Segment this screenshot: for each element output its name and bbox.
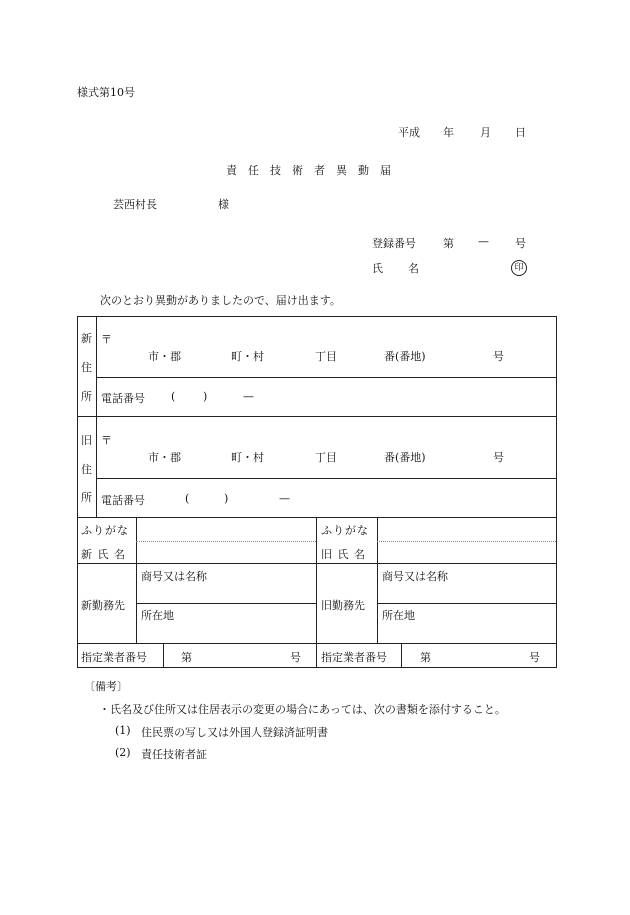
registration-label: 登録番号 xyxy=(372,237,416,250)
new-town-label: 町・村 xyxy=(231,350,264,363)
new-designated-dai: 第 xyxy=(181,651,192,664)
notes-header: 〔備考〕 xyxy=(84,680,128,693)
old-designated-label: 指定業者番号 xyxy=(321,651,387,664)
new-go-label: 号 xyxy=(493,350,504,363)
new-phone-open: ( xyxy=(171,390,176,403)
new-designated-label: 指定業者番号 xyxy=(81,651,147,664)
new-designated-go: 号 xyxy=(290,651,301,664)
old-address-label-2: 住 xyxy=(81,463,92,476)
old-banchi-label: 番(番地) xyxy=(384,451,426,464)
old-furigana-label: ふりがな xyxy=(321,524,369,537)
old-town-label: 町・村 xyxy=(231,451,264,464)
notes-bullet: ・氏名及び住所又は住居表示の変更の場合にあっては、次の書類を添付すること。 xyxy=(99,703,506,716)
name-label-1: 氏 xyxy=(372,262,383,275)
old-go-label: 号 xyxy=(493,451,504,464)
notes-item-1-num: (1) xyxy=(115,724,131,737)
old-designated-go: 号 xyxy=(529,651,540,664)
notes-item-2-text: 責任技術者証 xyxy=(141,748,207,761)
old-trade-name-label: 商号又は名称 xyxy=(382,570,448,583)
old-address-label-1: 旧 xyxy=(81,434,92,447)
new-postal-mark: 〒 xyxy=(101,333,112,346)
old-name-label: 旧 氏 名 xyxy=(321,548,366,561)
old-designated-dai: 第 xyxy=(420,651,431,664)
document-title: 責任技術者異動届 xyxy=(226,164,402,177)
new-workplace-label: 新勤務先 xyxy=(81,599,125,612)
date-day: 日 xyxy=(515,126,526,139)
addressee-name: 芸西村長 xyxy=(113,198,157,211)
new-phone-label: 電話番号 xyxy=(101,392,145,405)
registration-dai: 第 xyxy=(443,237,454,250)
date-era: 平成 xyxy=(398,126,420,139)
date-month: 月 xyxy=(480,126,491,139)
new-address-label-1: 新 xyxy=(81,332,92,345)
old-address-label-3: 所 xyxy=(81,491,92,504)
old-phone-close: ) xyxy=(224,492,229,505)
old-postal-mark: 〒 xyxy=(101,434,112,447)
new-phone-close: ) xyxy=(203,390,208,403)
registration-go: 号 xyxy=(515,237,526,250)
new-address-label-2: 住 xyxy=(81,361,92,374)
new-address-label-3: 所 xyxy=(81,390,92,403)
old-location-label: 所在地 xyxy=(382,609,415,622)
new-chome-label: 丁目 xyxy=(315,350,337,363)
old-phone-open: ( xyxy=(185,492,190,505)
name-label-2: 名 xyxy=(408,262,419,275)
seal-mark: 印 xyxy=(511,260,527,276)
addressee-honorific: 様 xyxy=(218,198,229,211)
new-city-label: 市・郡 xyxy=(148,350,181,363)
old-chome-label: 丁目 xyxy=(315,451,337,464)
registration-dash: — xyxy=(478,235,489,248)
new-phone-dash: — xyxy=(243,390,254,403)
new-banchi-label: 番(番地) xyxy=(384,350,426,363)
notes-item-2-num: (2) xyxy=(115,746,131,759)
old-city-label: 市・郡 xyxy=(148,451,181,464)
new-furigana-label: ふりがな xyxy=(81,524,129,537)
new-name-label: 新 氏 名 xyxy=(81,548,126,561)
date-year: 年 xyxy=(443,126,454,139)
form-number: 様式第10号 xyxy=(77,86,135,99)
old-phone-dash: — xyxy=(279,492,290,505)
notes-item-1-text: 住民票の写し又は外国人登録済証明書 xyxy=(141,726,328,739)
new-location-label: 所在地 xyxy=(141,609,174,622)
intro-text: 次のとおり異動がありましたので、届け出ます。 xyxy=(100,294,341,307)
new-trade-name-label: 商号又は名称 xyxy=(141,570,207,583)
old-phone-label: 電話番号 xyxy=(101,494,145,507)
old-workplace-label: 旧勤務先 xyxy=(321,599,365,612)
